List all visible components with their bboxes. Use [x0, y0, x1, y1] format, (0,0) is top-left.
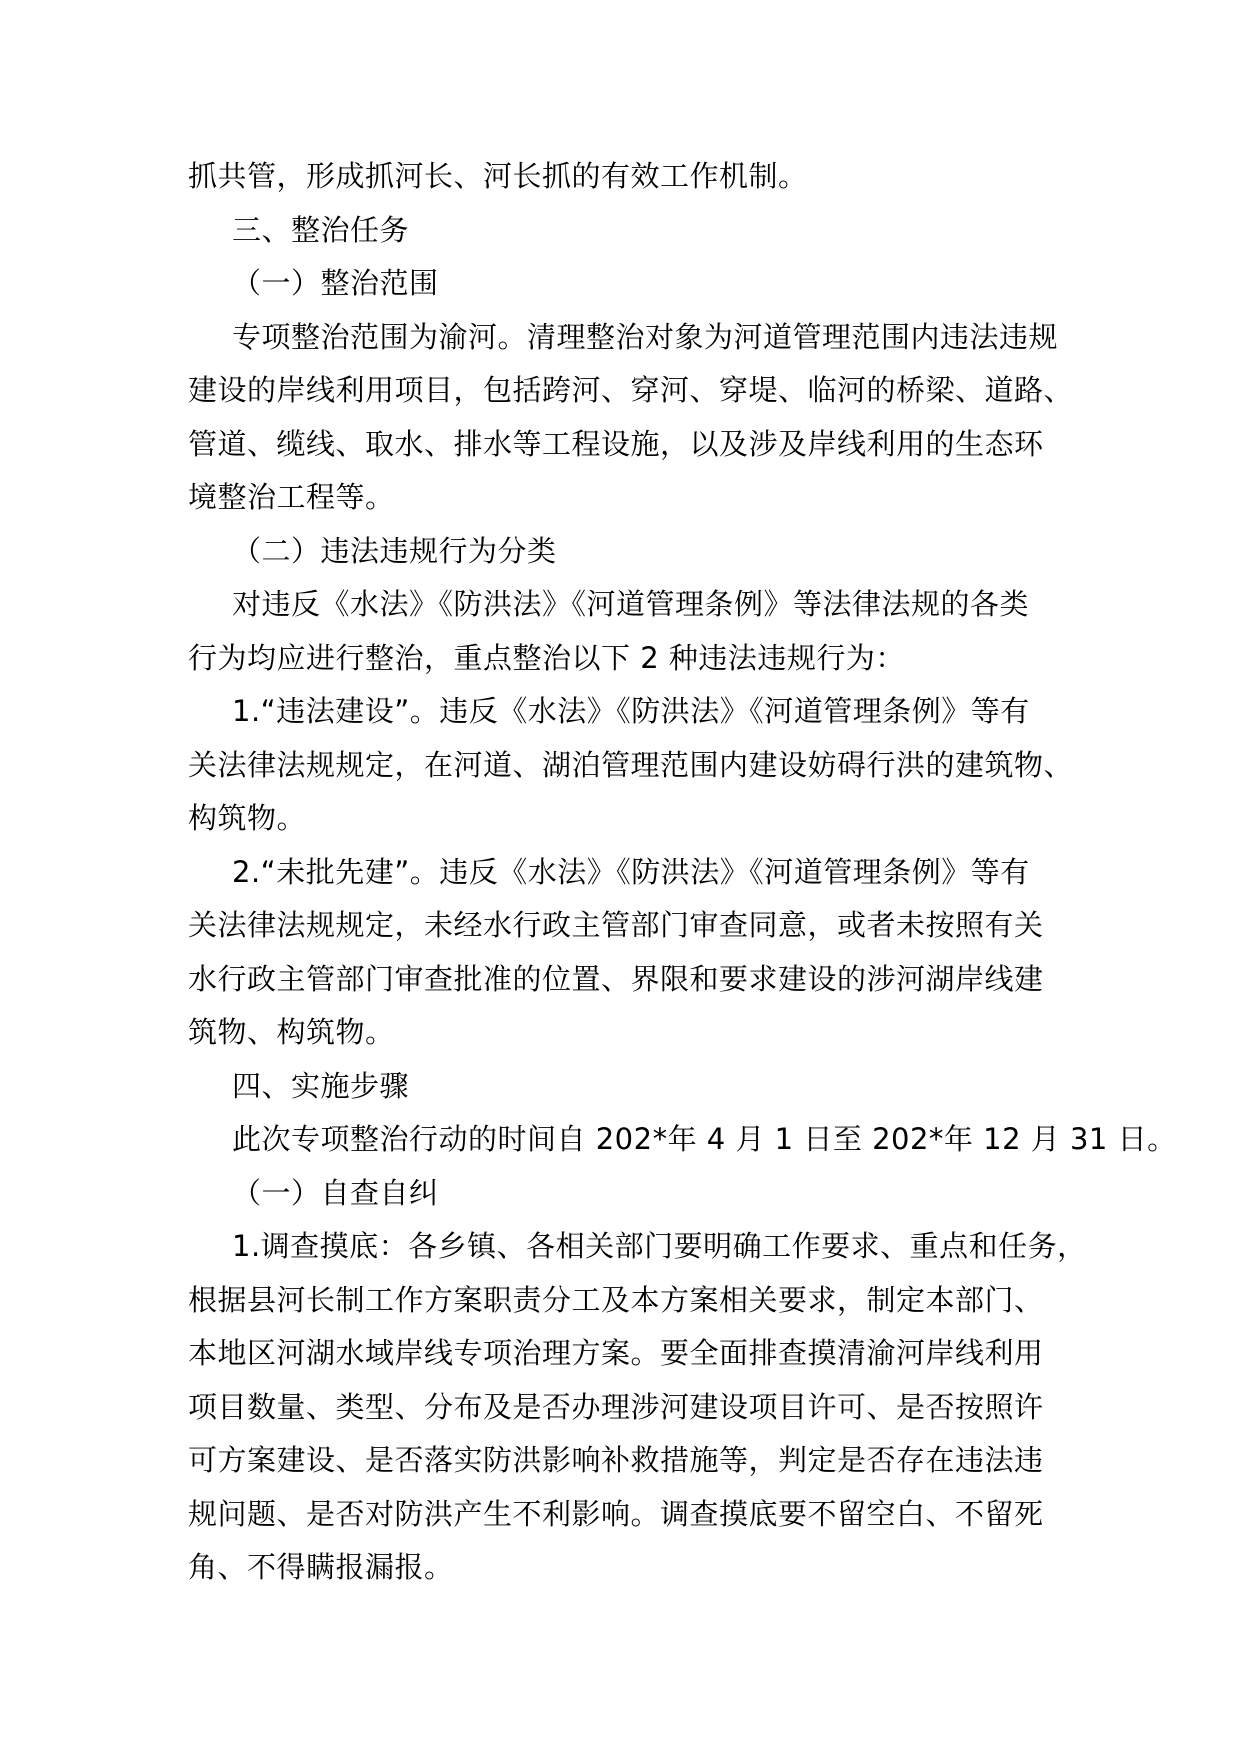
text-line-15: 关法律法规规定，未经水行政主管部门审查同意，或者未按照有关: [188, 908, 1044, 942]
text-line-21: 1.调查摸底：各乡镇、各相关部门要明确工作要求、重点和任务，: [232, 1229, 1087, 1263]
text-line-10: 行为均应进行整治，重点整治以下 2 种违法违规行为：: [188, 640, 905, 675]
text-line-6: 管道、缆线、取水、排水等工程设施，以及涉及岸线利用的生态环: [188, 426, 1044, 461]
text-line-16: 水行政主管部门审查批准的位置、界限和要求建设的涉河湖岸线建: [188, 961, 1044, 996]
text-line-24: 项目数量、类型、分布及是否办理涉河建设项目许可、是否按照许: [188, 1389, 1044, 1424]
text-line-25: 可方案建设、是否落实防洪影响补救措施等，判定是否存在违法违: [188, 1443, 1044, 1477]
subsection-heading-classification: （二）违法违规行为分类: [232, 533, 557, 568]
subsection-heading-self-check: （一）自查自纠: [232, 1175, 439, 1210]
text-line-1: 抓共管，形成抓河长、河长抓的有效工作机制。: [188, 159, 808, 193]
subsection-heading-scope: （一）整治范围: [232, 266, 439, 300]
text-line-14: 2.“未批先建”。违反《水法》《防洪法》《河道管理条例》等有: [232, 854, 1030, 889]
text-line-19: 此次专项整治行动的时间自 202*年 4 月 1 日至 202*年 12 月 31 日。: [232, 1122, 1177, 1156]
section-heading-four: 四、实施步骤: [232, 1068, 410, 1103]
text-line-13: 构筑物。: [188, 801, 307, 835]
text-line-23: 本地区河湖水域岸线专项治理方案。要全面排查摸清渝河岸线利用: [188, 1336, 1044, 1370]
text-line-27: 角、不得瞒报漏报。: [188, 1550, 454, 1584]
text-line-9: 对违反《水法》《防洪法》《河道管理条例》等法律法规的各类: [232, 587, 1030, 621]
document-page: [188, 150, 1177, 1595]
text-line-4: 专项整治范围为渝河。清理整治对象为河道管理范围内违法违规: [232, 319, 1059, 354]
text-line-12: 关法律法规规定，在河道、湖泊管理范围内建设妨碍行洪的建筑物、: [188, 747, 1074, 782]
text-line-17: 筑物、构筑物。: [188, 1015, 395, 1049]
text-line-26: 规问题、是否对防洪产生不利影响。调查摸底要不留空白、不留死: [188, 1496, 1044, 1531]
text-line-7: 境整治工程等。: [188, 480, 395, 514]
section-heading-three: 三、整治任务: [232, 212, 410, 247]
text-line-5: 建设的岸线利用项目，包括跨河、穿河、穿堤、临河的桥梁、道路、: [188, 373, 1074, 407]
text-line-22: 根据县河长制工作方案职责分工及本方案相关要求，制定本部门、: [188, 1282, 1044, 1317]
text-line-11: 1.“违法建设”。违反《水法》《防洪法》《河道管理条例》等有: [232, 694, 1030, 728]
